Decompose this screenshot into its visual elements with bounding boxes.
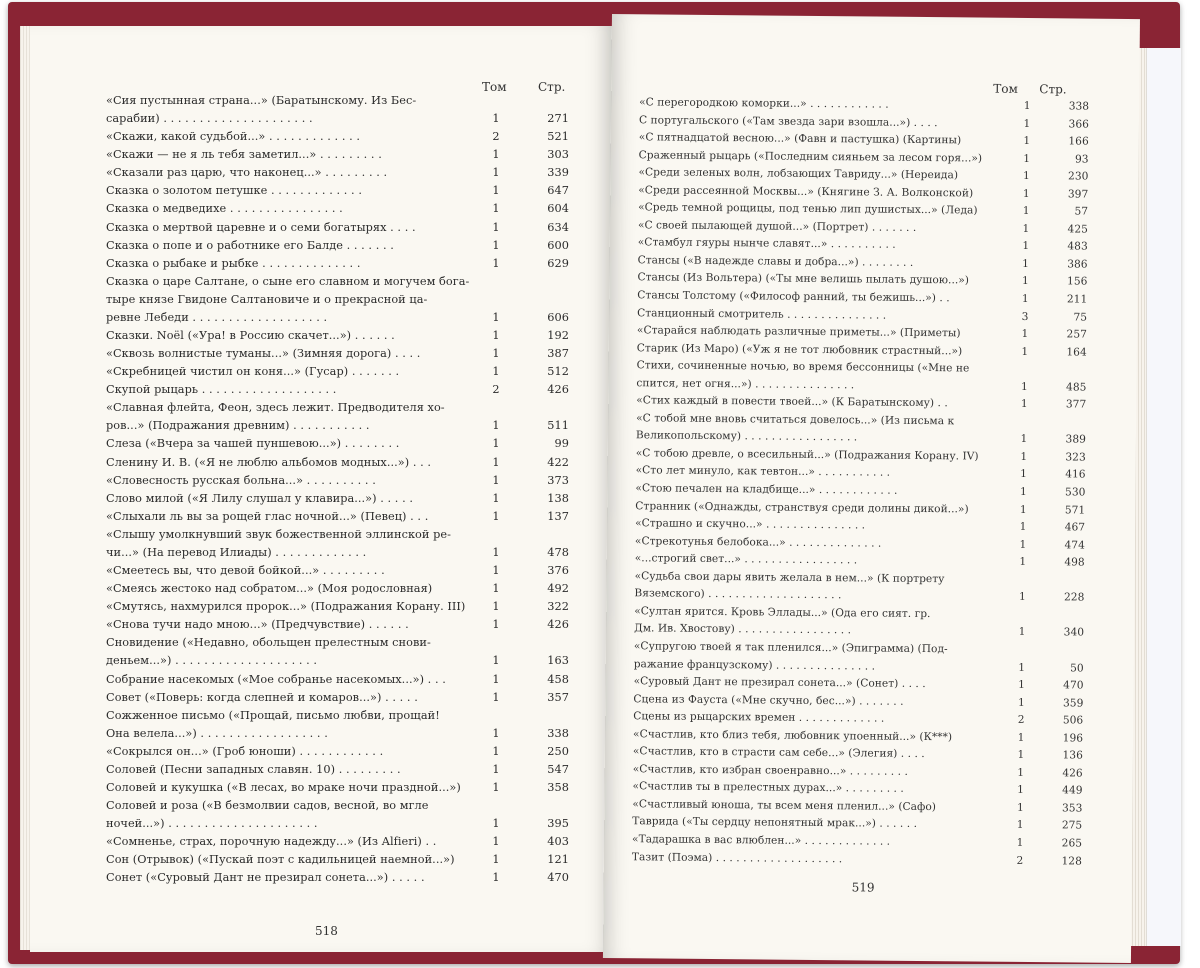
entry-volume: 1 [492, 347, 500, 361]
entry-page: 458 [547, 672, 569, 686]
index-entry [106, 508, 576, 526]
entry-volume: 1 [492, 238, 500, 252]
entry-title: «Счастлив ты в прелестных дурах...» . . . . . . . . . [632, 780, 904, 796]
entry-volume: 1 [492, 473, 500, 487]
entry-title: Таврида («Ты сердцу непонятный мрак...») . . . . . . [632, 815, 918, 831]
entry-volume: 1 [492, 202, 500, 216]
entry-volume: 1 [492, 310, 500, 324]
entry-title: «Суровый Дант не презирал сонета...» (Сонет) . . . . [633, 675, 926, 691]
entry-page: 629 [547, 256, 569, 270]
entry-title: тыре князе Гвидоне Салтановиче и о прекрасной ца- [106, 292, 428, 306]
entry-volume: 1 [1023, 99, 1031, 113]
entry-volume: 2 [492, 383, 500, 397]
entry-title: Собрание насекомых («Мое собранье насекомых...») . . . [106, 672, 446, 686]
entry-title: Стансы (Из Вольтера) («Ты мне велишь пылать душою...») [637, 271, 970, 287]
entry-page: 387 [547, 347, 569, 361]
entry-page: 275 [1061, 819, 1083, 832]
index-entry [106, 291, 576, 309]
entry-volume: 1 [1017, 696, 1025, 709]
entry-page: 386 [1067, 258, 1088, 271]
entry-title: «Скажи, какой судьбой...» . . . . . . . . . . . . . [106, 130, 361, 144]
entry-volume: 1 [492, 582, 500, 596]
entry-page: 50 [1070, 661, 1084, 675]
entry-title: Она велела...») . . . . . . . . . . . . . . . . . . [106, 726, 328, 740]
entry-title: Соловей и роза («В безмолвии садов, весной, во мгле [106, 799, 429, 813]
entry-title: Сказка о рыбаке и рыбке . . . . . . . . . . . . . . [106, 256, 361, 270]
entry-page: 511 [547, 419, 569, 433]
entry-volume: 1 [1017, 766, 1025, 779]
entry-title: Старик (Из Маро) («Уж я не тот любовник страстный...») [636, 341, 963, 358]
index-entry [106, 671, 576, 689]
entry-volume: 1 [492, 256, 500, 270]
entry-volume: 1 [492, 654, 500, 668]
index-entry [106, 417, 576, 435]
entry-volume: 1 [1016, 819, 1024, 832]
entry-page: 340 [1063, 626, 1085, 639]
entry-title: «Средь темной рощицы, под тенью лип душистых...» (Леда) [638, 201, 978, 217]
entry-page: 323 [1065, 451, 1086, 464]
entry-volume: 1 [492, 491, 500, 505]
entry-page: 338 [547, 726, 569, 740]
entry-title: «С своей пылающей душой...» (Портрет) . . . . . . . [637, 219, 917, 234]
entry-title: «С пятнадцатой весною...» (Фавн и пастушка) (Картины) [638, 131, 962, 147]
entry-page: 137 [547, 509, 569, 523]
entry-page: 512 [547, 365, 569, 379]
index-entry [106, 634, 576, 652]
entry-volume: 1 [492, 455, 500, 469]
entry-page: 250 [547, 744, 569, 758]
index-entry [106, 273, 576, 291]
index-entry [106, 327, 576, 345]
entry-page: 426 [547, 383, 569, 397]
index-entry [106, 544, 576, 562]
entry-title: Сцена из Фауста («Мне скучно, бес...») . . . . . . . [633, 692, 904, 708]
entry-page: 634 [547, 220, 569, 234]
index-entry [106, 689, 576, 707]
entry-page: 403 [547, 835, 569, 849]
index-entry [106, 454, 576, 472]
entry-volume: 1 [1017, 749, 1025, 762]
entry-volume: 1 [1018, 661, 1026, 674]
entry-volume: 1 [492, 545, 500, 559]
index-entry [106, 363, 576, 381]
entry-title: Соловей (Песни западных славян. 10) . . . . . . . . . [106, 762, 401, 776]
entry-title: ночей...») . . . . . . . . . . . . . . . . . . . . . [106, 817, 318, 831]
entry-page: 230 [1068, 170, 1089, 183]
index-entry [106, 490, 576, 508]
entry-volume: 1 [1016, 801, 1024, 814]
entry-volume: 1 [1020, 468, 1028, 481]
entry-page: 604 [547, 202, 569, 216]
index-entries-left [106, 92, 576, 887]
entry-title: «Супругою твоей я так пленился...» (Эпиграмма) (Под- [633, 640, 948, 656]
index-entry [106, 146, 576, 164]
entry-title: Сожженное письмо («Прощай, письмо любви, прощай! [106, 708, 440, 722]
entry-volume: 1 [1022, 240, 1030, 253]
entry-page: 57 [1074, 205, 1089, 218]
index-entry [106, 110, 576, 128]
entry-volume: 1 [492, 148, 500, 162]
index-entry [106, 815, 576, 833]
entry-title: «Стамбул гяуры нынче славят...» . . . . . . . . . . [637, 236, 896, 252]
entry-title: «Среди зеленых волн, лобзающих Тавриду...» (Нереида) [638, 166, 959, 182]
index-entry [106, 92, 576, 110]
entry-volume: 1 [492, 744, 500, 758]
entry-page: 338 [1068, 100, 1090, 113]
entry-volume: 2 [1016, 854, 1024, 867]
entry-volume: 1 [492, 112, 500, 126]
entry-page: 426 [547, 618, 569, 632]
entry-volume: 1 [492, 220, 500, 234]
entry-volume: 1 [492, 871, 500, 885]
entry-volume: 1 [492, 564, 500, 578]
entry-volume: 1 [1022, 257, 1030, 270]
entry-page: 606 [547, 310, 569, 324]
entry-page: 196 [1062, 732, 1084, 745]
entry-title: Сказка о царе Салтане, о сыне его славном и могучем бога- [106, 274, 470, 288]
entry-volume: 1 [492, 329, 500, 343]
entry-title: «Слыхали ль вы за рощей глас ночной...» (Певец) . . . [106, 509, 429, 523]
entry-volume: 1 [492, 184, 500, 198]
entry-page: 366 [1068, 117, 1090, 131]
entry-title: «Слышу умолкнувший звук божественной эллинской ре- [106, 527, 452, 541]
entry-title: Станционный смотритель . . . . . . . . . . . . . . . [637, 306, 887, 322]
entry-page: 192 [547, 329, 569, 343]
index-entry [106, 598, 576, 616]
index-entry [106, 399, 576, 417]
entry-page: 474 [1064, 539, 1085, 552]
entry-page: 93 [1074, 153, 1089, 166]
entry-page: 339 [547, 166, 569, 180]
entry-title: «С перегородкою коморки...» . . . . . . . . . . . . [639, 96, 889, 111]
index-entry [106, 833, 576, 851]
entry-title: Сказка о мертвой царевне и о семи богатырях . . . . [106, 220, 416, 234]
entry-volume: 1 [1021, 328, 1029, 341]
entry-page: 422 [547, 455, 569, 469]
entry-title: сарабии) . . . . . . . . . . . . . . . . . . . . . [106, 112, 313, 126]
entry-volume: 3 [1021, 310, 1029, 323]
entry-page: 257 [1066, 328, 1088, 341]
entry-title: Слеза («Вчера за чашей пуншевою...») . . . . . . . . [106, 437, 400, 451]
entry-title: Странник («Однажды, странствуя среди долины дикой...») [635, 499, 969, 516]
entry-page: 138 [547, 491, 569, 505]
index-entry [106, 616, 576, 634]
entry-title: Сон (Отрывок) («Пускай поэт с кадильницей наемной...») [106, 853, 455, 867]
entry-page: 521 [547, 130, 569, 144]
entry-volume: 1 [492, 437, 500, 451]
entry-page: 647 [547, 184, 569, 198]
entry-title: «С тобою древле, о всесильный...» (Подражания Корану. IV) [635, 447, 979, 463]
entry-page: 136 [1062, 749, 1083, 762]
entry-title: «Скажи — не я ль тебя заметил...» . . . . . . . . . [106, 148, 382, 162]
entry-volume: 1 [1022, 222, 1030, 235]
entry-volume: 2 [492, 130, 500, 144]
entry-page: 416 [1065, 468, 1086, 482]
entry-title: «Счастлив, кто близ тебя, любовник упоенный...» (К***) [633, 727, 953, 743]
entry-title: С португальского («Там звезда зари взошла...») . . . . [638, 113, 938, 129]
entry-title: Тазит (Поэма) . . . . . . . . . . . . . . . . . . . [631, 850, 843, 865]
entry-title: «Сказали раз царю, что наконец...» . . . . . . . . . [106, 166, 388, 180]
entry-volume: 1 [492, 166, 500, 180]
entry-volume: 1 [1020, 380, 1028, 393]
entry-volume: 1 [1021, 292, 1029, 306]
index-entry [106, 309, 576, 327]
index-entry [106, 562, 576, 580]
entry-page: 571 [1064, 503, 1086, 517]
entry-volume: 1 [1020, 433, 1028, 446]
entry-volume: 1 [1018, 591, 1026, 604]
entry-page: 376 [547, 564, 569, 578]
entry-volume: 1 [1021, 275, 1029, 288]
index-entry [632, 849, 1092, 871]
entry-page: 426 [1062, 767, 1083, 780]
index-entry [106, 435, 576, 453]
entry-title: Стансы («В надежде славы и добра...») . . . . . . . . [637, 254, 914, 269]
entry-page: 506 [1062, 714, 1084, 727]
entry-volume: 1 [492, 600, 500, 614]
entry-page: 425 [1067, 223, 1089, 236]
entry-title: «Старайся наблюдать различные приметы...» (Приметы) [636, 324, 961, 340]
index-entry [106, 381, 576, 399]
entry-page: 156 [1067, 275, 1088, 289]
entry-page: 164 [1066, 346, 1087, 359]
index-entry [106, 237, 576, 255]
entry-title: «...строгий свет...» . . . . . . . . . . . . . . . . . [634, 552, 858, 567]
entry-page: 163 [547, 654, 569, 668]
entry-volume: 1 [1016, 836, 1024, 849]
index-entry [106, 652, 576, 670]
entry-title: «Султан ярится. Кровь Эллады...» (Ода его сият. гр. [634, 605, 931, 620]
page-column-header: Стр. [1039, 82, 1067, 97]
entry-volume: 2 [1017, 714, 1025, 727]
entry-title: Сраженный рыцарь («Последним сияньем за лесом горя...») [638, 148, 983, 165]
entry-page: 498 [1064, 556, 1085, 569]
entry-volume: 1 [1023, 152, 1031, 165]
entry-title: Сказки. Noël («Ура! в Россию скачет...») . . . . . . [106, 329, 395, 343]
entry-volume: 1 [1023, 135, 1031, 148]
entry-title: Скупой рыцарь . . . . . . . . . . . . . . . . . . . [106, 383, 337, 397]
entry-title: «С тобой мне вновь считаться довелось...» (Из письма к [636, 412, 955, 428]
entry-title: «Скребницей чистил он коня...» (Гусар) . . . . . . . [106, 365, 400, 379]
entry-page: 128 [1061, 854, 1082, 868]
entry-volume: 1 [492, 672, 500, 686]
left-page [30, 26, 612, 952]
entry-title: «Сия пустынная страна...» (Баратынскому. Из Бес- [106, 94, 417, 107]
entry-title: «Счастлив, кто в страсти сам себе...» (Элегия) . . . . [632, 745, 925, 761]
entry-page: 478 [547, 545, 569, 559]
entry-title: «Сокрылся он...» (Гроб юноши) . . . . . . . . . . . . [106, 744, 384, 758]
entry-page: 470 [547, 871, 569, 885]
entry-volume: 1 [1017, 731, 1025, 744]
page-number: 519 [851, 880, 875, 895]
entry-title: «Сомненье, страх, порочную надежду...» (Из Alfieri) . . [106, 835, 437, 849]
index-entry [106, 851, 576, 869]
entry-page: 485 [1066, 381, 1087, 394]
entry-title: Сказка о медведихе . . . . . . . . . . . . . . . . [106, 202, 343, 216]
entry-title: «Снова тучи надо мною...» (Предчувствие) . . . . . . [106, 618, 409, 632]
entry-volume: 1 [1023, 117, 1031, 130]
entry-title: «Смеетесь вы, что девой бойкой...» . . . . . . . . . [106, 564, 385, 578]
entry-title: Великопольскому) . . . . . . . . . . . . . . . . . [635, 429, 858, 444]
entry-title: «Стрекотунья белобока...» . . . . . . . . . . . . . . [634, 534, 882, 550]
page-column-header: Стр. [538, 80, 566, 94]
entry-title: деньем...») . . . . . . . . . . . . . . . . . . . . [106, 654, 318, 668]
entry-volume: 1 [1022, 170, 1030, 183]
entry-title: спится, нет огня...») . . . . . . . . . . . . . . . [636, 377, 855, 392]
entry-volume: 1 [492, 835, 500, 849]
index-entry [106, 580, 576, 598]
entry-title: «Смеясь жестоко над собратом...» (Моя родословная) [106, 582, 433, 596]
entry-volume: 1 [492, 780, 500, 794]
right-page-block [1146, 48, 1181, 946]
entry-volume: 1 [492, 690, 500, 704]
entry-volume: 1 [1018, 678, 1026, 692]
entry-title: ров...» (Подражания древним) . . . . . . . . . . . [106, 419, 370, 433]
entry-page: 357 [547, 690, 569, 704]
entry-title: «Смутясь, нахмурился пророк...» (Подражания Корану. III) [106, 600, 466, 614]
page-number: 518 [315, 924, 338, 938]
entry-page: 322 [547, 600, 569, 614]
entry-title: Стихи, сочиненные ночью, во время бессонницы («Мне не [636, 359, 970, 375]
index-entry [106, 761, 576, 779]
entry-volume: 1 [1021, 345, 1029, 358]
entry-title: «Сквозь волнистые туманы...» (Зимняя дорога) . . . . [106, 347, 421, 361]
entry-volume: 1 [1019, 521, 1027, 534]
entry-page: 271 [547, 112, 569, 126]
entry-title: чи...» (На перевод Илиады) . . . . . . . . . . . . . [106, 545, 367, 559]
index-entry [106, 526, 576, 544]
entry-title: Сновидение («Недавно, обольщен прелестным снови- [106, 636, 431, 650]
entry-title: «Сто лет минуло, как тевтон...» . . . . . . . . . . . [635, 464, 891, 480]
entry-title: «Среди рассеянной Москвы...» (Княгине З. А. Волконской) [638, 183, 974, 200]
index-entry [106, 345, 576, 363]
entry-title: «Славная флейта, Феон, здесь лежит. Предводителя хо- [106, 401, 445, 415]
entry-page: 121 [547, 853, 569, 867]
entry-page: 547 [547, 762, 569, 776]
entry-volume: 1 [1019, 503, 1027, 516]
entry-title: Стансы Толстому («Философ ранний, ты бежишь...») . . [637, 289, 950, 305]
entry-title: «Тадарашка в вас влюблен...» . . . . . . . . . . . . . [632, 833, 891, 848]
entry-title: Сказка о золотом петушке . . . . . . . . . . . . . [106, 184, 362, 198]
entry-title: «Счастливый юноша, ты всем меня пленил...» (Сафо) [632, 798, 937, 814]
entry-volume: 1 [1018, 626, 1026, 639]
entry-volume: 1 [492, 853, 500, 867]
entry-page: 395 [547, 817, 569, 831]
entry-volume: 1 [492, 365, 500, 379]
volume-column-header: Том [993, 81, 1018, 96]
entry-page: 389 [1065, 433, 1086, 446]
entry-page: 99 [554, 437, 569, 451]
entry-page: 492 [547, 582, 569, 596]
entry-volume: 1 [1022, 205, 1030, 218]
entry-title: Слово милой («Я Лилу слушал у клавира...») . . . . . [106, 491, 414, 505]
index-entry [106, 725, 576, 743]
volume-column-header: Том [482, 80, 507, 94]
entry-page: 467 [1064, 521, 1086, 534]
entry-page: 397 [1067, 188, 1089, 201]
right-page [603, 14, 1140, 963]
entry-title: «Страшно и скучно...» . . . . . . . . . . . . . . . [635, 517, 866, 532]
entry-title: Сказка о попе и о работнике его Балде . . . . . . . [106, 238, 394, 252]
entry-title: Сонет («Суровый Дант не презирал сонета...») . . . . . [106, 871, 425, 885]
entry-title: ревне Лебеди . . . . . . . . . . . . . . . . . . . [106, 310, 328, 324]
entry-title: Сленину И. В. («Я не люблю альбомов модных...») . . . [106, 455, 432, 469]
index-entry [106, 779, 576, 797]
entry-volume: 1 [1020, 398, 1028, 411]
entry-volume: 1 [492, 726, 500, 740]
entry-volume: 1 [1017, 784, 1025, 797]
index-entry [106, 797, 576, 815]
entry-page: 359 [1062, 696, 1084, 710]
entry-page: 600 [547, 238, 569, 252]
entry-volume: 1 [492, 618, 500, 632]
entry-page: 353 [1061, 802, 1083, 815]
entry-volume: 1 [492, 509, 500, 523]
index-entry [106, 707, 576, 725]
index-entry [106, 472, 576, 490]
index-entries-right [632, 94, 1099, 870]
entry-volume: 1 [492, 762, 500, 776]
entry-page: 211 [1066, 293, 1088, 306]
entry-title: Совет («Поверь: когда слепней и комаров...») . . . . . [106, 690, 418, 704]
index-entry [106, 255, 576, 273]
index-entry [106, 200, 576, 218]
index-entry [106, 164, 576, 182]
entry-page: 358 [547, 780, 569, 794]
entry-volume: 1 [492, 817, 500, 831]
entry-page: 228 [1063, 591, 1085, 604]
entry-title: «Стих каждый в повести твоей...» (К Баратынскому) . . [636, 394, 948, 410]
entry-volume: 1 [1019, 556, 1027, 569]
entry-page: 303 [547, 148, 569, 162]
entry-title: «Стою печален на кладбище...» . . . . . . . . . . . . [635, 482, 898, 497]
entry-title: ражание французскому) . . . . . . . . . . . . . . . [633, 657, 876, 673]
index-entry [106, 128, 576, 146]
entry-page: 470 [1063, 679, 1084, 692]
entry-title: «Словесность русская больна...» . . . . . . . . . . [106, 473, 376, 487]
entry-page: 530 [1064, 486, 1086, 499]
entry-volume: 1 [1019, 538, 1027, 551]
entry-page: 449 [1062, 784, 1083, 797]
entry-title: Дм. Ив. Хвостову) . . . . . . . . . . . . . . . . . [634, 622, 852, 637]
entry-title: «Судьба свои дары явить желала в нем...» (К портрету [634, 570, 945, 585]
entry-title: Соловей и кукушка («В лесах, во мраке ночи праздной...») [106, 780, 461, 794]
index-entry [106, 182, 576, 200]
entry-volume: 1 [1019, 485, 1027, 499]
entry-page: 75 [1073, 311, 1088, 324]
entry-page: 377 [1065, 398, 1087, 411]
entry-page: 265 [1061, 837, 1083, 850]
entry-title: Вяземского) . . . . . . . . . . . . . . . . . . . . [634, 587, 842, 602]
entry-title: Сцены из рыцарских времен . . . . . . . . . . . . . [633, 710, 885, 725]
entry-page: 373 [547, 473, 569, 487]
index-entry [106, 743, 576, 761]
entry-title: «Счастлив, кто избран своенравно...» . . . . . . . . . [632, 763, 908, 778]
entry-page: 166 [1068, 135, 1089, 148]
entry-volume: 1 [1022, 187, 1030, 200]
index-entry [106, 219, 576, 237]
entry-volume: 1 [1020, 450, 1028, 463]
index-entry [106, 869, 576, 887]
entry-page: 483 [1067, 240, 1088, 253]
entry-volume: 1 [492, 419, 500, 433]
